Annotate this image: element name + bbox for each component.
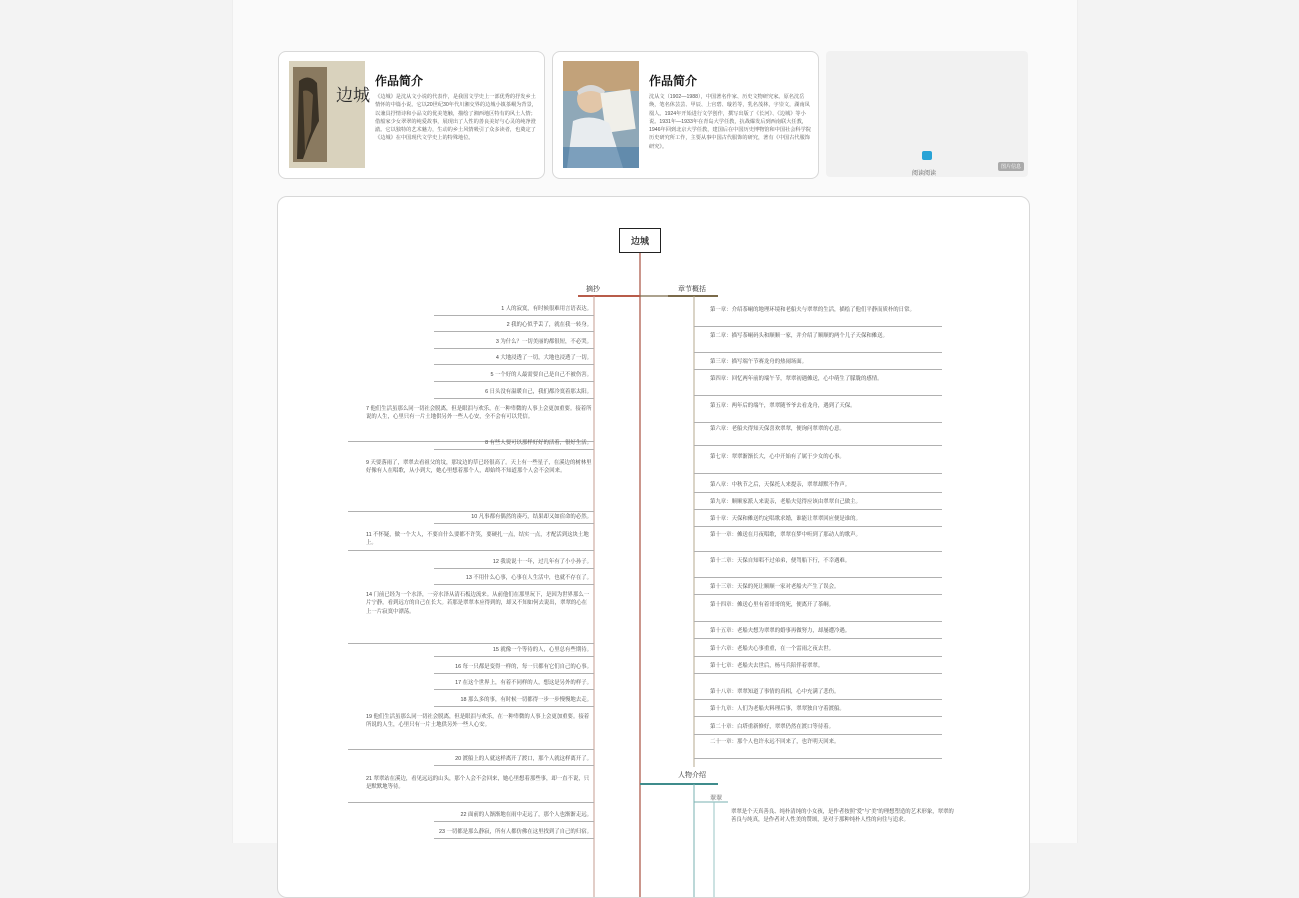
- author-intro-card[interactable]: [552, 51, 819, 179]
- excerpt-underline: [348, 511, 594, 512]
- excerpt-item[interactable]: 18 那么多的事，有时候一切都得一步一步慢慢地去走。: [460, 697, 592, 703]
- excerpt-underline: [434, 381, 594, 382]
- excerpt-underline: [434, 364, 594, 365]
- chapter-summary-item[interactable]: 第十七章：老船夫去世后，杨马兵陪伴着翠翠。: [710, 663, 824, 669]
- branch-characters[interactable]: 人物介绍: [678, 772, 706, 779]
- character-cuicui[interactable]: 翠翠: [710, 796, 723, 802]
- excerpt-underline: [348, 802, 594, 803]
- excerpt-item[interactable]: 15 就像一个等待的人，心里总有些期待。: [492, 647, 592, 653]
- excerpt-item[interactable]: 11 不怀疑，做一个大人，不要自什么要都不许笑，要硬扎一点，结实一点，才配活到这块土地上。: [366, 532, 589, 547]
- chapter-underline: [694, 734, 942, 735]
- chapter-summary-item[interactable]: 第二章：描写茶峒码头和顺顺一家，并介绍了顺顺的两个儿子天保和傩送。: [710, 333, 888, 339]
- excerpt-underline: [434, 765, 594, 766]
- book-cover-image: [289, 61, 370, 168]
- chapter-summary-item[interactable]: 第十八章：翠翠知道了事情的真相，心中充满了悲伤。: [710, 689, 840, 695]
- excerpt-item[interactable]: 3 为什么？一切美丽的都很短，不必哭。: [495, 339, 592, 345]
- chapter-summary-item[interactable]: 第八章：中秋节之后，天保托人来提亲，翠翠却默不作声。: [710, 482, 851, 488]
- excerpt-item[interactable]: 10 凡事都有偶然的凑巧，结果却又如宿命的必然。: [471, 514, 592, 520]
- chapter-summary-item[interactable]: 第六章：老船夫得知天保喜欢翠翠，便询问翠翠的心意。: [710, 426, 845, 432]
- chapter-underline: [694, 638, 942, 639]
- chapter-summary-item[interactable]: 第四章：回忆两年前的端午节，翠翠初遇傩送，心中萌生了朦胧的感情。: [710, 376, 883, 382]
- excerpt-item[interactable]: 23 一切都是那么静寂，所有人都仿佛在这里找到了自己的归宿。: [438, 829, 592, 835]
- excerpt-underline: [434, 838, 594, 839]
- mind-map-panel: [277, 196, 1030, 898]
- branch-chapter-summary[interactable]: 章节概括: [678, 286, 706, 293]
- excerpt-item[interactable]: 12 我说说十一年，过几年有了小小孙子。: [492, 559, 592, 565]
- chapter-underline: [694, 369, 942, 370]
- chapter-summary-item[interactable]: 第十六章：老船夫心事重重，在一个雷雨之夜去世。: [710, 646, 834, 652]
- ad-card[interactable]: [826, 51, 1028, 177]
- excerpt-underline: [434, 331, 594, 332]
- chapter-underline: [694, 758, 942, 759]
- excerpt-item[interactable]: 20 渡船上的人就这样离开了渡口，那个人就这样离开了。: [455, 756, 592, 762]
- branch-excerpts[interactable]: 摘抄: [586, 286, 600, 293]
- chapter-underline: [694, 492, 942, 493]
- excerpt-item[interactable]: 4 大地浸透了一切，大地也浸透了一切。: [495, 355, 592, 361]
- excerpt-item[interactable]: 17 在这个世界上，有着不同样的人，想这是另外的样子。: [455, 680, 592, 686]
- author-photo: [563, 61, 639, 168]
- excerpt-underline: [434, 821, 594, 822]
- chapter-underline: [694, 326, 942, 327]
- excerpt-underline: [434, 584, 594, 585]
- excerpt-item[interactable]: 2 我的心似乎丢了，就在我一转身。: [506, 322, 592, 328]
- chapter-underline: [694, 594, 942, 595]
- chapter-summary-item[interactable]: 第十章：天保和傩送约定唱歌求婚，谁能让翠翠回应便是谁的。: [710, 516, 861, 522]
- excerpt-item[interactable]: 16 每一只都是变得一样的，每一只都有它们自己的心事。: [455, 664, 592, 670]
- excerpt-underline: [434, 673, 594, 674]
- ad-badge: 图片信息: [998, 162, 1024, 171]
- chapter-summary-item[interactable]: 第一章：介绍茶峒的地理环境和老船夫与翠翠的生活，描绘了他们平静而质朴的日常。: [710, 307, 915, 313]
- chapter-summary-item[interactable]: 第十一章：傩送在月夜唱歌，翠翠在梦中听到了那动人的歌声。: [710, 532, 861, 538]
- excerpt-underline: [348, 749, 594, 750]
- ad-text: 阅读阅读: [912, 171, 937, 177]
- chapter-summary-item[interactable]: 第十三章：天保的死让顺顺一家对老船夫产生了误会。: [710, 584, 840, 590]
- excerpt-underline: [434, 348, 594, 349]
- excerpt-underline: [434, 689, 594, 690]
- character-description: 翠翠是个天真善良、纯朴清纯的小女孩，是作者按照“爱”与“美”的理想塑造的艺术形象，翠翠的善良与纯真，是作者对人性美的赞颂，是对于那种纯朴人性的向往与追求。: [731, 809, 954, 824]
- chapter-summary-item[interactable]: 第二十章：白塔重新修好，翠翠仍然在渡口等待着。: [710, 724, 834, 730]
- excerpt-underline: [434, 315, 594, 316]
- chapter-underline: [694, 673, 942, 674]
- chapter-summary-item[interactable]: 第十九章：人们为老船夫料理后事，翠翠独自守着渡船。: [710, 706, 845, 712]
- excerpt-item[interactable]: 22 面前的人渐渐地在雨中走远了，那个人也渐渐走远。: [460, 812, 592, 818]
- chapter-underline: [694, 621, 942, 622]
- reader-icon: [922, 151, 932, 160]
- excerpt-item[interactable]: 5 一个好的人最需要自己是自己不被伤害。: [490, 372, 592, 378]
- card-description: 沈从文（1902—1988），中国著名作家、历史文物研究家。原名沈岳焕，笔名休芸芸、甲辰、上官碧、璇若等，乳名茂林，字崇文，湖南凤凰人。1924年开始进行文学创作，撰写出版了《长河》、《边城》等小说。1931年—1933年在青岛大学任教，抗战爆发后到西南联大任教，1946年回到北京大学任教，建国后在中国历史博物馆和中国社会科学院历史研究所工作，主要从事中国古代服饰的研究，著有《中国古代服饰研究》。: [649, 94, 811, 150]
- excerpt-item[interactable]: 1 人的寂寞，有时候很难用言语表达。: [501, 306, 592, 312]
- excerpt-item[interactable]: 7 他们生活虽那么同一切社会脱离，但是眼泪与欢乐，在一种卑微的人事上会更加重要。接着所说的人生，心里只有一片土地供另外一些人心安，全不会有可以凭信。: [366, 406, 592, 421]
- excerpt-item[interactable]: 19 他们生活虽那么同一切社会脱离，但是眼泪与欢乐，在一种卑微的人事上会更加重要。接着所说的人生，心里只有一片土地供另外一些人心安。: [366, 714, 590, 729]
- excerpt-underline: [434, 706, 594, 707]
- excerpt-item[interactable]: 13 不用什么心事，心事在人生活中，也就不存在了。: [465, 575, 592, 581]
- mind-map-root[interactable]: 边城: [619, 228, 661, 253]
- cover-title-char-1: 边城: [336, 86, 370, 105]
- chapter-summary-item[interactable]: 第十五章：老船夫想为翠翠的婚事再做努力，却屡遭冷遇。: [710, 628, 851, 634]
- chapter-underline: [694, 422, 942, 423]
- chapter-summary-item[interactable]: 第三章：描写端午节赛龙舟的热闹场面。: [710, 359, 808, 365]
- card-title: 作品简介: [649, 74, 698, 88]
- chapter-underline: [694, 445, 942, 446]
- chapter-summary-item[interactable]: 二十一章：那个人也许永远不回来了，也许明天回来。: [710, 739, 840, 745]
- excerpt-underline: [434, 568, 594, 569]
- excerpt-item[interactable]: 9 天要落雨了，翠翠去看祖父的坟，那坟边的草已经很高了。天上有一些星子，在溪边的树林里好像有人在唱歌，从小到大，她心里想着那个人，却始终不知道那个人会不会回来。: [366, 460, 592, 475]
- chapter-underline: [694, 395, 942, 396]
- chapter-underline: [694, 699, 942, 700]
- chapter-underline: [694, 509, 942, 510]
- chapter-underline: [694, 352, 942, 353]
- excerpt-underline: [434, 449, 594, 450]
- chapter-underline: [694, 473, 942, 474]
- chapter-summary-item[interactable]: 第五章：两年后的端午，翠翠随爷爷去看龙舟，遇到了天保。: [710, 403, 856, 409]
- excerpt-item[interactable]: 6 日头没有温暖自己，我们都冷寞着那太阳。: [485, 389, 592, 395]
- excerpt-underline: [348, 643, 594, 644]
- chapter-summary-item[interactable]: 第七章：翠翠渐渐长大，心中开始有了属于少女的心事。: [710, 454, 845, 460]
- excerpt-underline: [434, 398, 594, 399]
- chapter-summary-item[interactable]: 第十四章：傩送心里有着哥哥的死，便离开了茶峒。: [710, 602, 834, 608]
- excerpt-item[interactable]: 8 有些人要可以那样好好的活着，很好生活。: [485, 440, 592, 446]
- chapter-summary-item[interactable]: 第十二章：天保自知唱不过弟弟，便驾船下行，不幸遇难。: [710, 558, 851, 564]
- chapter-summary-item[interactable]: 第九章：顺顺家派人来说亲，老船夫觉得应该由翠翠自己做主。: [710, 499, 861, 505]
- card-description: 《边城》是沈从文小说的代表作，是我国文学史上一部优秀的抒发乡土情怀的中篇小说。它以20世纪30年代川湘交界的边城小镇茶峒为背景，以兼具抒情诗和小品文的优美笔触，描绘了湘西地区特有的风土人情；借船家少女翠翠的纯爱故事，展现出了人性的善良美好与心灵的纯净澄澈。它以独特的艺术魅力，生动的乡土风情吸引了众多读者，也奠定了《边城》在中国现代文学史上的特殊地位。: [375, 94, 537, 142]
- excerpt-item[interactable]: 21 翠翠站在溪边，看见远远的山头，那个人会不会回来，她心里想着那些事，却一直不说，只是默默地等待。: [366, 776, 590, 791]
- book-intro-card[interactable]: [278, 51, 545, 179]
- excerpt-underline: [348, 550, 594, 551]
- card-title: 作品简介: [375, 74, 424, 88]
- excerpt-underline: [434, 523, 594, 524]
- excerpt-item[interactable]: 14 门前已经为一个水泽，一旁水泽从清石板边流来。从前他们在那里玩下，是因为世界那么一片宁静，看到远方的自己在长大。若那是翠翠本应得到的，却又不知如何去说出，翠翠的心在上一片寂寞中漂荡。: [366, 592, 590, 615]
- chapter-underline: [694, 656, 942, 657]
- chapter-underline: [694, 716, 942, 717]
- excerpt-underline: [434, 656, 594, 657]
- chapter-underline: [694, 526, 942, 527]
- chapter-underline: [694, 577, 942, 578]
- chapter-underline: [694, 551, 942, 552]
